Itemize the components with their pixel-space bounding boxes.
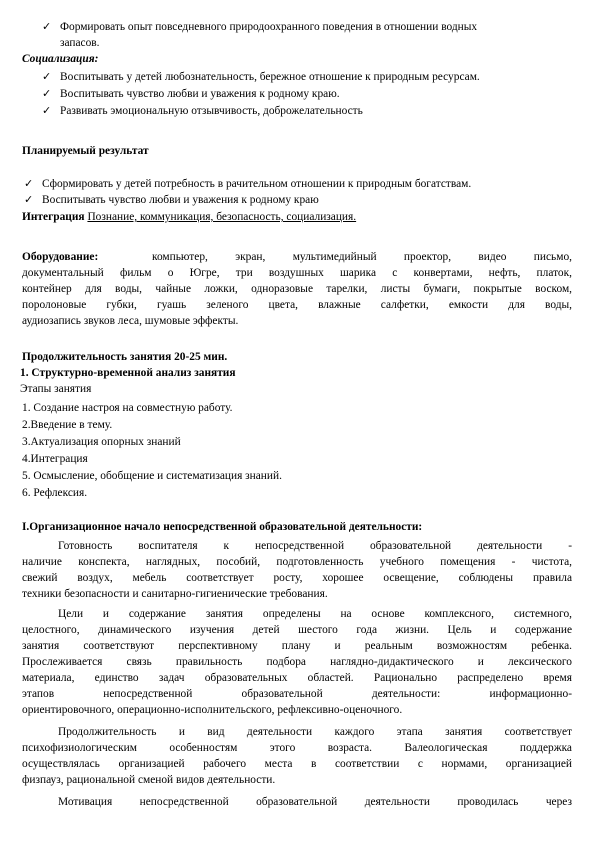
socialization-item: Развивать эмоциональную отзывчивость, доброжелательность [60,105,363,117]
integration-label: Интеграция [22,211,85,223]
result-heading: Планируемый результат [22,145,149,157]
stages-label: Этапы занятия [20,383,92,395]
paragraph-line: Готовность воспитателя к непосредственной образовательной деятельности - [58,540,572,552]
paragraph-line: свежий воздух, мебель соответствует росту, хорошее освещение, соблюдены правила [22,572,572,584]
check-icon: ✓ [24,177,34,190]
integration-line [22,210,356,224]
paragraph-line: Прослеживается связь правильность подбора наглядно-дидактического и лексического [22,656,572,668]
equipment-line: компьютер, экран, мультимедийный проектор, видео письмо, [152,251,572,263]
stage-item: 5. Осмысление, обобщение и систематизация знаний. [22,470,282,482]
paragraph-line: Мотивация непосредственной образовательной деятельности проводилась через [58,796,572,808]
paragraph-line: целостного, динамического изучения детей шестого года жизни. Цель и содержание [22,624,572,636]
paragraph-line: психофизиологическим особенностям этого возраста. Валеологическая поддержка [22,742,572,754]
check-icon: ✓ [24,193,34,206]
check-icon: ✓ [42,104,52,117]
stage-item: 4.Интеграция [22,453,88,465]
socialization-item: Воспитывать чувство любви и уважения к родному краю. [60,88,340,100]
result-item: Сформировать у детей потребность в рачительном отношении к природным богатствам. [42,178,472,190]
socialization-heading: Социализация: [22,53,99,65]
paragraph-line: Продолжительность и вид деятельности каждого этапа занятия соответствует [58,726,572,738]
section-heading: I.Организационное начало непосредственной образовательной деятельности: [22,521,423,533]
paragraph-line: этапов непосредственной образовательной деятельности: информационно- [22,688,572,700]
paragraph-line: Цели и содержание занятия определены на основе комплексного, системного, [58,608,572,620]
paragraph-line: наличие конспекта, наглядных, пособий, подготовленность учебного помещения - чистота, [22,556,572,568]
duration: Продолжительность занятия 20-25 мин. [22,351,228,363]
analysis-heading: 1. Структурно-временной анализ занятия [20,367,236,379]
check-icon: ✓ [42,70,52,83]
task-item: Формировать опыт повседневного природоохранного поведения в отношении водных [60,21,478,33]
equipment-line: контейнер для воды, чайные ложки, одноразовые тарелки, листы бумаги, покрытые воском, [22,283,572,295]
result-item: Воспитывать чувство любви и уважения к родному краю [42,194,319,206]
paragraph-line: материала, единство задач образовательных областей. Рационально распределено время [22,672,572,684]
equipment-line: аудиозапись звуков леса, шумовые эффекты. [22,315,239,327]
equipment-line: документальный фильм о Югре, три воздушных шарика с конвертами, нефть, платок, [22,267,572,279]
check-icon: ✓ [42,20,52,33]
task-item-cont: запасов. [60,37,100,49]
integration-value: Познание, коммуникация, безопасность, социализация. [87,211,357,223]
paragraph-line: техники безопасности и санитарно-гигиенические требования. [22,588,328,600]
equipment-line: поролоновые губки, гуашь зеленого цвета, влажные салфетки, емкости для воды, [22,299,572,311]
socialization-item: Воспитывать у детей любознательность, бережное отношение к природным ресурсам. [60,71,480,83]
paragraph-line: осуществлялась организацией рабочего места в соответствии с нормами, организацией [22,758,572,770]
check-icon: ✓ [42,87,52,100]
paragraph-line: физпауз, рациональной сменой видов деятельности. [22,774,276,786]
paragraph-line: ориентировочного, операционно-исполнительского, рефлексивно-оценочного. [22,704,403,716]
paragraph-line: занятия соответствуют перспективному плану и реальным возможностям ребенка. [22,640,572,652]
stage-item: 1. Создание настроя на совместную работу. [22,402,233,414]
stage-item: 3.Актуализация опорных знаний [22,436,181,448]
equipment-label: Оборудование: [22,251,99,263]
stage-item: 2.Введение в тему. [22,419,113,431]
stage-item: 6. Рефлексия. [22,487,88,499]
